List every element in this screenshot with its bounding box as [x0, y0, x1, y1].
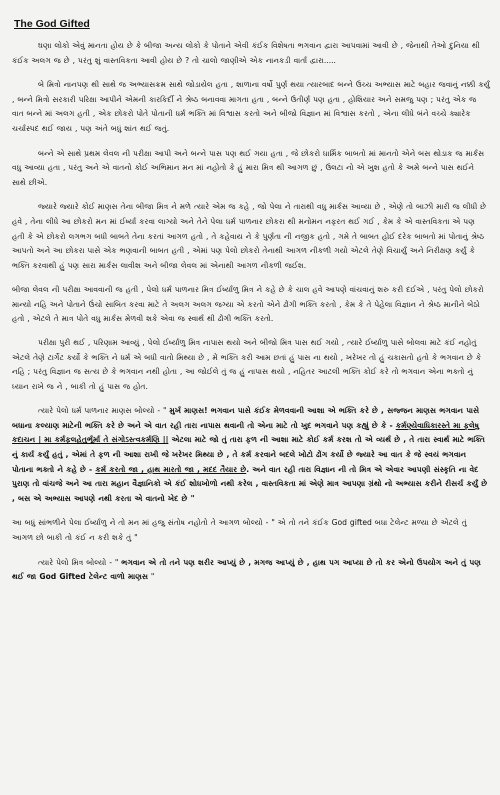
paragraph-final — [12, 556, 490, 585]
reply-bold-text: મુર્ખ માણસ! ભગવાન પાસે કંઈક મેળવવાની આશા એ ભક્તિ કરે છે , સજ્જન માણસ ભગવાન પાસે બધાના કલ્યાણ માટેની ભક્તિ કરે છે અને એ વાત રહી તારા નાપાસ થવાની તો એના માટે તો ખુદ ભગવાને પણ કહ્યું છે કે - — [12, 406, 480, 430]
underlined-quote: કર્મ કરતો જા , હાથ મારતો જા , મદદ તૈયાર છે — [95, 464, 247, 474]
gita-shloka: કર્મણ્યેવાધિકારસ્તે મા ફલેષુ કદાચન | મા કર્મફલહેતુર્ભૂર્મા તે સંગોઽસ્ત્વકર્મણિ || — [12, 420, 479, 445]
paragraph-two-friends: બે મિત્રો નાનપણ થી સાથે જ અભ્યાસક્રમ સાથે જોડાયેલ હતા , શાળાના વર્ષો પુર્ણ થયા ત્યારબાદ બન્ને ઉચ્ચ અભ્યાસ માટે બહાર જવાનું નક્કી કર્યું , બન્ને મિત્રો સરકારી પરિક્ષા આપીને એમની કારકિર્દી ને શ્રેષ્ઠ બનાવવા માગતા હતા , બન્ને ઉતીર્ણ પણ હતા , હોશિયાર અને સમજુ પણ ; પરંતુ એક જ વાત બન્ને માં અલગ હતી , એક છોકરો પોતે પોતાની ધર્મ ભક્તિ માં વિશ્વાસ કરતો અને બીજો વિજ્ઞાન માં વિશ્વાસ કરતો , એના લીધે બંને વચ્ચે ક્યારેક ચર્ચાસ્પદ થઈ જાય , પણ અંતે બધું શાંત થઈ જતું. — [12, 80, 490, 133]
final-bold-text: ભગવાન એ તો તને પણ શરીર આપ્યું છે , મગજ આપ્યું છે , હાથ પગ આપ્યા છે તો કર એનો ઉપયોગ અને તું પણ થઈ જા God Gifted ટેલેન્ટ વાળો માણસ — [12, 557, 481, 582]
story-title: The God Gifted — [14, 18, 90, 30]
reply-bold-text-3: . અને વાત રહી તારા વિજ્ઞાન ની તો મિત્ર એ એવાર આપણી સંસ્કૃતિ ના વેદ પુરાણ તો વાંચજે અને આ તારા મહાન વૈજ્ઞાનિકો એ કંઈ શોધખોળો નથી કરેલ , વાસ્તવિકતા માં એણે માત્ર આપણા ગ્રંથો નો અભ્યાસ કરીને રીસર્ચ કર્યું છે , બસ એ અભ્યાસ આપણે નથી કરતા એ વાતનો ખેદ છે " — [12, 464, 488, 503]
paragraph-jealous-reply: આ બધું સાંભળીને પેલા ઈર્ષ્યાળુ ને તો મન માં હજુ સંતોષ નહોતો તે આગળ બોલ્યો - " એ તો તને કંઈક God gifted બધા ટેલેન્ટ મળ્યા છે એટલે તું આગળ છો બાકી તો કંઈ ન કરી શકે તું " — [12, 518, 467, 543]
reply-bold-text-2: એટલા માટે જો તું તારા ફળ ની આશા માટે કોઈ કર્મ કરશ તો એ વ્યર્થ છે , તે તારા સ્વાર્થ માટે ભક્તિ નું કાર્ય કર્યું હતું , એમાં તે ફળ ની આશા રાખી જે ખરેખર મિથ્યા છે , તે કર્મ કરવાને બદલે ખોટો ઢોંગ કર્યો છે જ્યારે આ વાત કે જે સ્વયં ભગવાન પોતાના ભક્તો ને કહે છે - — [12, 435, 485, 474]
paragraph-intro: ઘણા લોકો એવું માનતા હોય છે કે બીજા અન્ય લોકો કે પોતાને એવી કંઈક વિશેષતા ભગવાન દ્વારા આપવામાં આવી છે , જેનાથી તેઓ દુનિયા થી કંઈક અલગ જ છે , પરંતુ શું વાસ્તવિકતા આવી હોય છે ? તો ચાલો જાણીએ એક નાનકડી વાર્તા દ્વારા..... — [12, 41, 480, 65]
final-intro: ત્યારે પેલો મિત્ર બોલ્યો - " — [38, 557, 122, 567]
final-close-quote: " — [147, 572, 155, 582]
paragraph-jealousy: જ્યારે જ્યારે કોઈ માણસ તેના બીજા મિત્ર ને મળે ત્યારે એમ જ કહે , જો પેલા ને તારાથી વધુ માર્કસ આવ્યા છે , એણે તો બાઝી મારી જ લીધી છે હવે , તેના લીધે આ છોકરો મન માં ઈર્ષ્યા કરવા લાગ્યો અને તેને પેલા ધર્મ પાળનાર છોકરા થી મનોમન નફરત થઈ ગઈ , કેમ કે એ વાસ્તવિકતા એ પણ હતી કે એ છોકરો લગભગ બધી બાબતે તેના કરતાં આગળ હતો , તે કહેવાય ને કે પુર્ણતા ની નજીક હતો , ગમે તે બાબત હોઈ દરેક બાબતો માં પોતાનું શ્રેષ્ઠ આપતો અને આ છોકરા પાસે એક ભણવાની બાબત હતી , એમાં પણ પેલો છોકરો તેનાથી આગળ નીકળી ગયો એટલે તેણે વિચાર્યું અને નિરીક્ષણ કર્યું કે ભક્તિ કરવાથી હું પણ સારા માર્કસ લાવીશ અને બીજા લેવલ માં એનાથી આગળ નીકળી જઈશ. — [12, 202, 487, 270]
paragraph-reply — [12, 404, 490, 506]
reply-intro: ત્યારે પેલો ધર્મ પાળનાર માણસ બોલ્યો - " — [38, 406, 170, 416]
paragraph-first-level: બન્ને એ સાથે પ્રથમ લેવલ ની પરીક્ષા આપી અને બન્ને પાસ પણ થઈ ગયા હતા , જે છોકરો ધાર્મિક બાબતો માં માનતો એને બસ થોડાક જ માર્કસ વધુ આવ્યા હતા , પરંતુ અને એ વાતનો કોઈ અભિમાન મન માં નહોતો કે હું મારા મિત્ર થી આગળ છું , ઉલટા નો એ ખુશ હતો કે અમે બન્ને પાસ થઈને સાથે છીએ. — [12, 148, 485, 187]
paragraph-second-level: બીજા લેવલ ની પરીક્ષા આવવાની જ હતી , પેલો ધર્મ પાળનાર મિત્ર ઈર્ષ્યાળુ મિત્ર ને કહે છે કે ચાલ હવે આપણે વાંચવાનું શરુ કરી દઈએ , પરંતુ પેલો છોકરો માન્યો નહિ અને પોતાને ઉંચો સાબિત કરવા માટે તે અલગ અલગ જગ્યા એ કરતો એને ઢોંગી ભક્તિ કરતો , કેમ કે તે પેહેલા વિજ્ઞાન ને શ્રેષ્ઠ માનીને બેઠો હતો , એટલે તે માત્ર પોતે વધુ માર્કસ મેળવી શકે એવા જ સ્વાર્થ થી ઢોંગી ભક્તિ કરતો. — [12, 285, 484, 323]
paragraph-result: પરીક્ષા પુરી થઈ , પરિણામ આવ્યું , પેલો ઈર્ષ્યાળુ મિત્ર નાપાસ થયો અને બીજો મિત્ર પાસ થઈ ગયો , ત્યારે ઈર્ષ્યાળુ પાસે બોલવા માટે કંઈ નહોતું એટલે તેણે ટાર્ગેટ કર્યો કે ભક્તિ ને ધર્મ એ બધી વાતો મિથ્યા છે , મેં ભક્તિ કરી આમ છતાં હું પાસ ના થયો , ખરેખર તો હું ચકાસતો હતો કે ભગવાન છે કે નહિ ; પરંતુ વિજ્ઞાન જ સત્ય છે કે ભગવાન નથી હોતા , આ જોઈલે તું જ હું નાપાસ થયો , નહિતર આટલી ભક્તિ કોઈ કરે તો ભગવાન એના ભક્તો નું ધ્યાન રાખે જ ને , બાકી તો હું પાસ જ હોત. — [12, 337, 482, 391]
